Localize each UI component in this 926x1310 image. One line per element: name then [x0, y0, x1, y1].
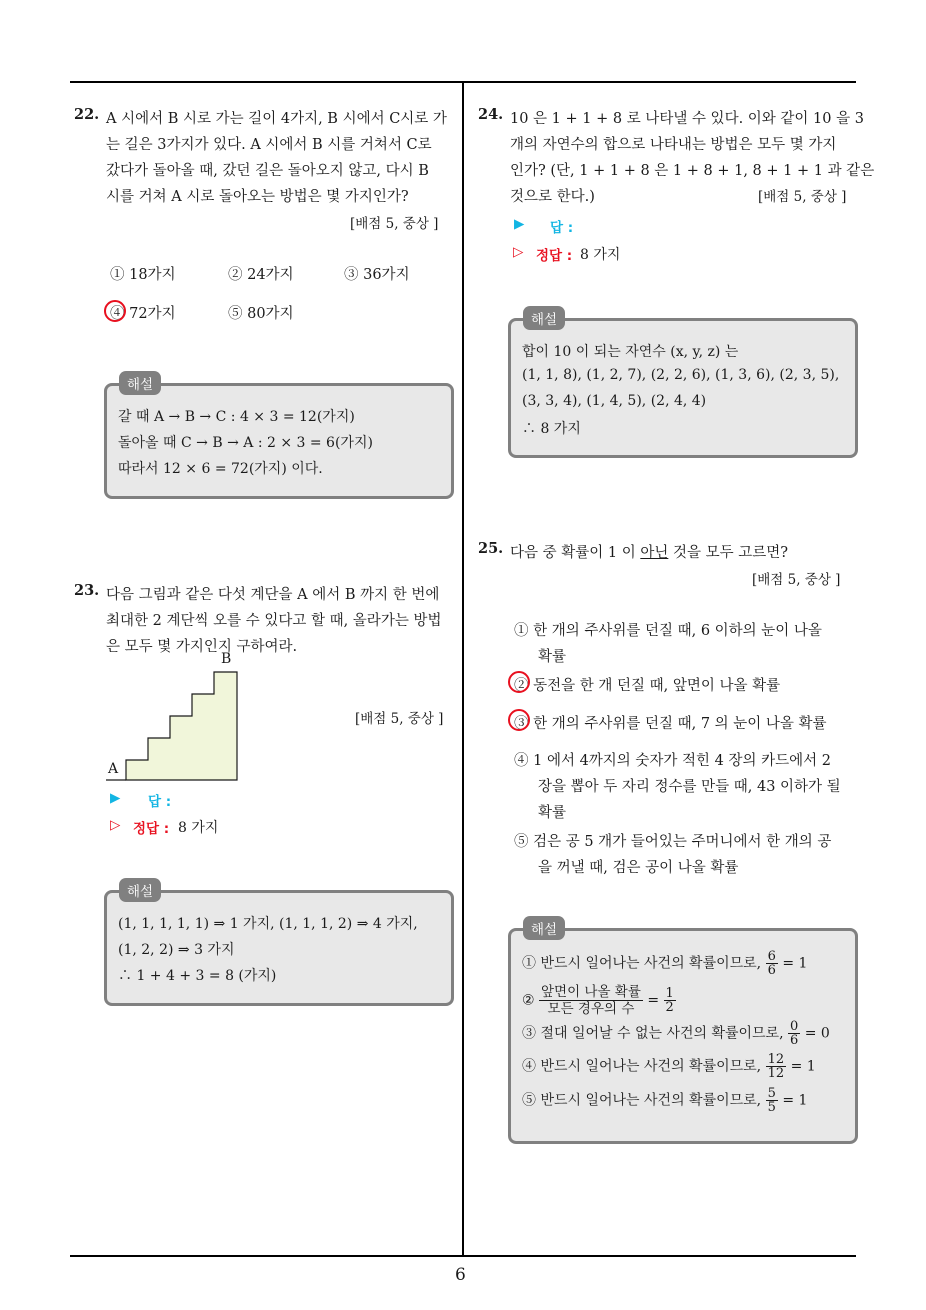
choice-3[interactable]: ③ 36가지: [344, 267, 410, 283]
question-text-line: 최대한 2 계단씩 오를 수 있다고 할 때, 올라가는 방법: [106, 613, 442, 629]
solution-tag: 해설: [523, 306, 565, 330]
question-number: 25.: [478, 540, 504, 557]
question-number: 23.: [74, 582, 100, 599]
choice-1[interactable]: ① 18가지: [110, 267, 176, 283]
solution-line: ⑤ 반드시 일어나는 사건의 확률이므로, $\frac{5}{5}$ = 1: [522, 1086, 808, 1115]
solution-line: 돌아올 때 C → B → A : 2 × 3 = 6(가지): [118, 435, 373, 451]
answer-mark-circle: [508, 709, 530, 731]
choice-2[interactable]: ② 동전을 한 개 던질 때, 앞면이 나올 확률: [514, 678, 781, 694]
solution-line: ③ 절대 일어날 수 없는 사건의 확률이므로, $\frac{0}{6}$ = 0: [522, 1019, 830, 1048]
fraction: $\frac{\text{앞면이 나올 확률}}{\text{모든 경우의 수}}$: [541, 984, 641, 1017]
question-text-line: 는 길은 3가지가 있다. A 시에서 B 시를 거쳐서 C로: [106, 137, 432, 153]
choice-5[interactable]: ⑤ 검은 공 5 개가 들어있는 주머니에서 한 개의 공: [514, 834, 832, 850]
question-text-line: 시를 거쳐 A 시로 돌아오는 방법은 몇 가지인가?: [106, 189, 409, 205]
question-text-line: 것으로 한다.): [510, 189, 595, 205]
solution-line: 갈 때 A → B → C : 4 × 3 = 12(가지): [118, 409, 355, 425]
score-label: [배점 5, 중상 ]: [355, 711, 444, 727]
correct-arrow-icon: ▷: [513, 244, 524, 260]
correct-arrow-icon: ▷: [110, 817, 121, 833]
solution-line: 따라서 12 × 6 = 72(가지) 이다.: [118, 461, 323, 477]
choice-1[interactable]: ① 한 개의 주사위를 던질 때, 6 이하의 눈이 나올: [514, 623, 822, 639]
solution-line: 합이 10 이 되는 자연수 (x, y, z) 는: [522, 344, 739, 360]
stem-text: 것을 모두 고르면?: [668, 545, 788, 561]
choice-4[interactable]: ④ 1 에서 4까지의 숫자가 적힌 4 장의 카드에서 2: [514, 753, 831, 769]
fraction: $\frac{12}{12}$: [767, 1052, 785, 1081]
solution-line: (1, 1, 8), (1, 2, 7), (2, 2, 6), (1, 3, 6), (2, 3, 5),: [522, 367, 840, 383]
score-label: [배점 5, 중상 ]: [350, 216, 439, 232]
fraction: $\frac{5}{5}$: [767, 1086, 776, 1115]
question-number: 22.: [74, 106, 100, 123]
fraction: $\frac{0}{6}$: [790, 1019, 799, 1048]
correct-value: 8 가지: [178, 820, 219, 836]
answer-arrow-icon: ▶: [110, 790, 121, 806]
answer-mark-circle: [508, 671, 530, 693]
answer-label: 답 :: [148, 794, 172, 810]
correct-label: 정답 :: [133, 821, 170, 837]
answer-label: 답 :: [550, 220, 574, 236]
column-divider: [462, 81, 464, 1257]
choice-4[interactable]: ④ 72가지: [110, 306, 176, 322]
solution-line: ④ 반드시 일어나는 사건의 확률이므로, $\frac{12}{12}$ = 1: [522, 1052, 816, 1081]
solution-line: ① 반드시 일어나는 사건의 확률이므로, $\frac{6}{6}$ = 1: [522, 949, 808, 978]
fraction: $\frac{6}{6}$: [767, 949, 776, 978]
answer-mark-circle: [104, 300, 126, 322]
choice-4-cont: 장을 뽑아 두 자리 정수를 만들 때, 43 이하가 될: [538, 779, 841, 795]
question-text-line: 은 모두 몇 가지인지 구하여라.: [106, 639, 298, 655]
staircase-figure: [104, 652, 244, 784]
page-number: 6: [455, 1265, 466, 1285]
solution-tag: 해설: [119, 878, 161, 902]
solution-line: (3, 3, 4), (1, 4, 5), (2, 4, 4): [522, 393, 707, 409]
choice-2[interactable]: ② 24가지: [228, 267, 294, 283]
question-text-line: 인가? (단, 1 + 1 + 8 은 1 + 8 + 1, 8 + 1 + 1 과 같은: [510, 163, 875, 179]
correct-label: 정답 :: [536, 248, 573, 264]
stem-text: 다음 중 확률이 1 이: [510, 545, 641, 561]
choice-5[interactable]: ⑤ 80가지: [228, 306, 294, 322]
solution-tag: 해설: [523, 916, 565, 940]
question-text-line: A 시에서 B 시로 가는 길이 4가지, B 시에서 C시로 가: [106, 111, 447, 127]
solution-line: ② $\frac{\text{앞면이 나올 확률}}{\text{모든 경우의 수}}$ = $\frac{1}{2}$: [522, 984, 674, 1017]
solution-line: (1, 2, 2) ⇒ 3 가지: [118, 942, 235, 958]
question-number: 24.: [478, 106, 504, 123]
point-a-label: A: [108, 761, 119, 777]
choice-4-cont: 확률: [538, 805, 567, 821]
solution-tag: 해설: [119, 371, 161, 395]
fraction: $\frac{1}{2}$: [665, 986, 674, 1015]
correct-value: 8 가지: [580, 247, 621, 263]
choice-5-cont: 을 꺼낼 때, 검은 공이 나올 확률: [538, 860, 739, 876]
question-stem: [510, 541, 788, 562]
bottom-rule: [70, 1255, 856, 1257]
point-b-label: B: [221, 651, 232, 667]
score-label: [배점 5, 중상 ]: [758, 189, 847, 205]
choice-3[interactable]: ③ 한 개의 주사위를 던질 때, 7 의 눈이 나올 확률: [514, 716, 827, 732]
question-text-line: 갔다가 돌아올 때, 갔던 길은 돌아오지 않고, 다시 B: [106, 163, 429, 179]
choice-1-cont: 확률: [538, 649, 567, 665]
question-text-line: 10 은 1 + 1 + 8 로 나타낼 수 있다. 이와 같이 10 을 3: [510, 111, 864, 127]
question-text-line: 다음 그림과 같은 다섯 계단을 A 에서 B 까지 한 번에: [106, 587, 440, 603]
solution-line: ∴ 1 + 4 + 3 = 8 (가지): [118, 968, 277, 984]
answer-arrow-icon: ▶: [514, 216, 525, 232]
solution-line: ∴ 8 가지: [522, 421, 581, 437]
stem-underlined: 아닌: [640, 545, 669, 561]
solution-line: (1, 1, 1, 1, 1) ⇒ 1 가지, (1, 1, 1, 2) ⇒ 4 가지,: [118, 916, 418, 932]
staircase-shape: [126, 672, 237, 780]
question-text-line: 개의 자연수의 합으로 나타내는 방법은 모두 몇 가지: [510, 137, 837, 153]
score-label: [배점 5, 중상 ]: [752, 572, 841, 588]
